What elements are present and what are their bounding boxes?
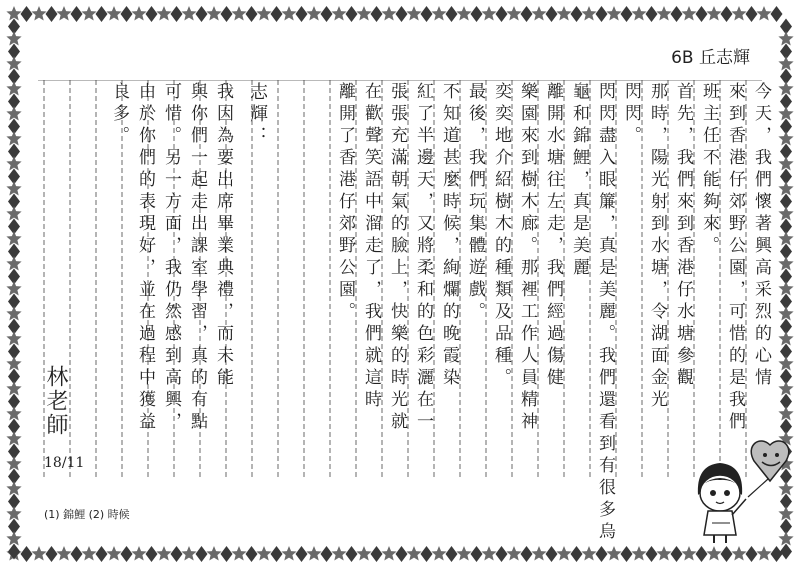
border-diamond-icon bbox=[671, 546, 683, 562]
border-diamond-icon bbox=[596, 546, 608, 562]
border-star-icon bbox=[606, 546, 621, 561]
border-star-icon bbox=[631, 6, 646, 21]
border-star-icon bbox=[256, 6, 271, 21]
border-star-icon bbox=[681, 6, 696, 21]
border-diamond-icon bbox=[46, 6, 58, 22]
border-star-icon bbox=[778, 281, 793, 296]
border-diamond-icon bbox=[8, 544, 20, 560]
border-diamond-icon bbox=[196, 546, 208, 562]
essay-column: 在歡聲笑語中溜走了，我們就這時 bbox=[361, 82, 381, 412]
border-diamond-icon bbox=[446, 6, 458, 22]
border-star-icon bbox=[506, 546, 521, 561]
border-diamond-icon bbox=[246, 6, 258, 22]
border-star-icon bbox=[456, 546, 471, 561]
border-star-icon bbox=[156, 546, 171, 561]
border-star-icon bbox=[6, 456, 21, 471]
essay-column: 不知道甚麼時候，絢爛的晚霞染 bbox=[439, 82, 459, 390]
border-star-icon bbox=[6, 531, 21, 546]
border-diamond-icon bbox=[571, 6, 583, 22]
essay-column: 離開了香港仔郊野公園。 bbox=[335, 82, 355, 324]
border-star-icon bbox=[206, 6, 221, 21]
essay-column: 班主任不能夠來。 bbox=[699, 82, 719, 258]
border-star-icon bbox=[656, 6, 671, 21]
border-diamond-icon bbox=[346, 546, 358, 562]
border-diamond-icon bbox=[496, 546, 508, 562]
border-star-icon bbox=[778, 256, 793, 271]
border-diamond-icon bbox=[771, 6, 783, 22]
border-diamond-icon bbox=[471, 546, 483, 562]
border-diamond-icon bbox=[271, 6, 283, 22]
border-star-icon bbox=[406, 546, 421, 561]
border-star-icon bbox=[56, 6, 71, 21]
border-star-icon bbox=[181, 546, 196, 561]
border-diamond-icon bbox=[271, 546, 283, 562]
essay-column: 閃閃盡入眼簾，真是美麗。我們還看到有很多烏 bbox=[595, 82, 615, 544]
border-diamond-icon bbox=[646, 546, 658, 562]
border-star-icon bbox=[731, 6, 746, 21]
border-star-icon bbox=[81, 6, 96, 21]
border-diamond-icon bbox=[321, 546, 333, 562]
border-star-icon bbox=[231, 546, 246, 561]
border-star-icon bbox=[778, 56, 793, 71]
essay-column: 奕奕地介紹樹木的種類及品種。 bbox=[491, 82, 511, 390]
border-diamond-icon bbox=[146, 6, 158, 22]
border-diamond-icon bbox=[21, 546, 33, 562]
border-diamond-icon bbox=[546, 546, 558, 562]
border-star-icon bbox=[556, 6, 571, 21]
border-star-icon bbox=[6, 381, 21, 396]
border-diamond-icon bbox=[496, 6, 508, 22]
border-diamond-icon bbox=[696, 546, 708, 562]
border-star-icon bbox=[756, 546, 771, 561]
border-star-icon bbox=[481, 6, 496, 21]
border-star-icon bbox=[156, 6, 171, 21]
border-diamond-icon bbox=[71, 6, 83, 22]
border-star-icon bbox=[431, 6, 446, 21]
essay-column: 最後，我們玩集體遊戲。 bbox=[465, 82, 485, 324]
border-star-icon bbox=[778, 206, 793, 221]
border-diamond-icon bbox=[446, 546, 458, 562]
border-star-icon bbox=[356, 546, 371, 561]
border-star-icon bbox=[231, 6, 246, 21]
border-star-icon bbox=[6, 306, 21, 321]
border-diamond-icon bbox=[396, 546, 408, 562]
border-star-icon bbox=[6, 6, 21, 21]
border-star-icon bbox=[556, 546, 571, 561]
border-diamond-icon bbox=[521, 546, 533, 562]
border-star-icon bbox=[6, 56, 21, 71]
border-diamond-icon bbox=[221, 546, 233, 562]
signature-date: 18/11 bbox=[44, 455, 85, 471]
teacher-signature: 林老師 bbox=[43, 365, 68, 437]
border-star-icon bbox=[706, 6, 721, 21]
border-diamond-icon bbox=[46, 546, 58, 562]
border-star-icon bbox=[6, 131, 21, 146]
border-star-icon bbox=[81, 546, 96, 561]
border-diamond-icon bbox=[71, 546, 83, 562]
essay-column: 來到香港仔郊野公園，可惜的是我們 bbox=[725, 82, 745, 434]
comment-column: 可惜。另一方面，我仍然感到高興， bbox=[161, 82, 181, 434]
border-star-icon bbox=[606, 6, 621, 21]
border-star-icon bbox=[181, 6, 196, 21]
border-star-icon bbox=[778, 406, 793, 421]
border-diamond-icon bbox=[96, 6, 108, 22]
comment-column: 與你們一起走出課室學習，真的有點 bbox=[187, 82, 207, 434]
border-diamond-icon bbox=[371, 6, 383, 22]
border-star-icon bbox=[281, 546, 296, 561]
border-star-icon bbox=[778, 106, 793, 121]
border-star-icon bbox=[656, 546, 671, 561]
footnote: (1) 錦鯉 (2) 時候 bbox=[44, 508, 130, 521]
border-diamond-icon bbox=[780, 544, 792, 560]
border-diamond-icon bbox=[121, 6, 133, 22]
border-star-icon bbox=[206, 546, 221, 561]
border-star-icon bbox=[506, 6, 521, 21]
border-star-icon bbox=[306, 6, 321, 21]
essay-column: 張張充滿朝氣的臉上，快樂的時光就 bbox=[387, 82, 407, 434]
border-star-icon bbox=[131, 546, 146, 561]
border-diamond-icon bbox=[96, 546, 108, 562]
comment-column: 志輝： bbox=[247, 82, 268, 148]
border-diamond-icon bbox=[521, 6, 533, 22]
border-star-icon bbox=[31, 546, 46, 561]
border-diamond-icon bbox=[671, 6, 683, 22]
border-star-icon bbox=[331, 546, 346, 561]
border-diamond-icon bbox=[596, 6, 608, 22]
border-star-icon bbox=[306, 546, 321, 561]
border-diamond-icon bbox=[571, 546, 583, 562]
essay-column: 紅了半邊天，又將柔和的色彩灑在一 bbox=[413, 82, 433, 434]
border-star-icon bbox=[131, 6, 146, 21]
border-star-icon bbox=[778, 156, 793, 171]
border-star-icon bbox=[778, 381, 793, 396]
border-star-icon bbox=[6, 181, 21, 196]
border-star-icon bbox=[6, 406, 21, 421]
border-diamond-icon bbox=[321, 6, 333, 22]
border-diamond-icon bbox=[221, 6, 233, 22]
border-diamond-icon bbox=[371, 546, 383, 562]
border-star-icon bbox=[6, 356, 21, 371]
border-star-icon bbox=[778, 31, 793, 46]
border-star-icon bbox=[731, 546, 746, 561]
border-star-icon bbox=[6, 81, 21, 96]
border-star-icon bbox=[778, 306, 793, 321]
border-star-icon bbox=[331, 6, 346, 21]
border-star-icon bbox=[681, 546, 696, 561]
border-star-icon bbox=[581, 6, 596, 21]
essay-column: 樂園來到樹木廊。那裡工作人員精神 bbox=[517, 82, 537, 434]
border-diamond-icon bbox=[346, 6, 358, 22]
author-label: 6B 丘志輝 bbox=[671, 48, 750, 68]
border-diamond-icon bbox=[171, 6, 183, 22]
border-star-icon bbox=[6, 106, 21, 121]
border-star-icon bbox=[456, 6, 471, 21]
border-diamond-icon bbox=[171, 546, 183, 562]
essay-column: 閃閃。 bbox=[621, 82, 641, 148]
border-diamond-icon bbox=[721, 6, 733, 22]
border-diamond-icon bbox=[471, 6, 483, 22]
border-star-icon bbox=[281, 6, 296, 21]
border-diamond-icon bbox=[421, 546, 433, 562]
border-diamond-icon bbox=[646, 6, 658, 22]
border-diamond-icon bbox=[121, 546, 133, 562]
border-star-icon bbox=[481, 546, 496, 561]
comment-column: 由於你們的表現好，並在過程中獲益 bbox=[135, 82, 155, 434]
border-diamond-icon bbox=[746, 6, 758, 22]
border-diamond-icon bbox=[746, 546, 758, 562]
girl-with-heart-balloon-illustration bbox=[690, 435, 795, 545]
border-diamond-icon bbox=[621, 6, 633, 22]
border-star-icon bbox=[106, 6, 121, 21]
comment-column: 良多。 bbox=[109, 82, 129, 148]
border-star-icon bbox=[531, 6, 546, 21]
border-diamond-icon bbox=[21, 6, 33, 22]
border-star-icon bbox=[778, 231, 793, 246]
essay-column: 首先，我們來到香港仔水塘參觀 bbox=[673, 82, 693, 390]
border-diamond-icon bbox=[621, 546, 633, 562]
essay-column: 今天，我們懷著興高采烈的心情 bbox=[751, 82, 771, 390]
border-diamond-icon bbox=[396, 6, 408, 22]
border-star-icon bbox=[6, 231, 21, 246]
essay-column: 龜和錦鯉，真是美麗 bbox=[569, 82, 589, 280]
border-star-icon bbox=[431, 546, 446, 561]
essay-column: 那時，陽光射到水塘，令湖面金光 bbox=[647, 82, 667, 412]
border-star-icon bbox=[381, 6, 396, 21]
border-star-icon bbox=[406, 6, 421, 21]
border-star-icon bbox=[6, 281, 21, 296]
border-star-icon bbox=[6, 431, 21, 446]
border-star-icon bbox=[256, 546, 271, 561]
border-diamond-icon bbox=[296, 546, 308, 562]
border-star-icon bbox=[6, 506, 21, 521]
border-star-icon bbox=[6, 256, 21, 271]
border-star-icon bbox=[631, 546, 646, 561]
border-star-icon bbox=[581, 546, 596, 561]
border-star-icon bbox=[778, 181, 793, 196]
border-star-icon bbox=[6, 481, 21, 496]
border-star-icon bbox=[6, 206, 21, 221]
border-star-icon bbox=[106, 546, 121, 561]
border-diamond-icon bbox=[771, 546, 783, 562]
border-diamond-icon bbox=[296, 6, 308, 22]
essay-column: 離開水塘往左走，我們經過傷健 bbox=[543, 82, 563, 390]
border-diamond-icon bbox=[721, 546, 733, 562]
border-star-icon bbox=[756, 6, 771, 21]
border-star-icon bbox=[6, 156, 21, 171]
border-diamond-icon bbox=[146, 546, 158, 562]
border-diamond-icon bbox=[696, 6, 708, 22]
border-star-icon bbox=[531, 546, 546, 561]
border-star-icon bbox=[6, 331, 21, 346]
border-star-icon bbox=[778, 356, 793, 371]
border-star-icon bbox=[778, 131, 793, 146]
border-star-icon bbox=[56, 546, 71, 561]
border-star-icon bbox=[31, 6, 46, 21]
border-diamond-icon bbox=[196, 6, 208, 22]
border-star-icon bbox=[356, 6, 371, 21]
border-diamond-icon bbox=[421, 6, 433, 22]
border-diamond-icon bbox=[246, 546, 258, 562]
border-diamond-icon bbox=[546, 6, 558, 22]
border-star-icon bbox=[778, 331, 793, 346]
border-star-icon bbox=[706, 546, 721, 561]
comment-column: 我因為要出席畢業典禮，而未能 bbox=[213, 82, 233, 390]
border-star-icon bbox=[381, 546, 396, 561]
border-star-icon bbox=[6, 31, 21, 46]
border-star-icon bbox=[778, 81, 793, 96]
